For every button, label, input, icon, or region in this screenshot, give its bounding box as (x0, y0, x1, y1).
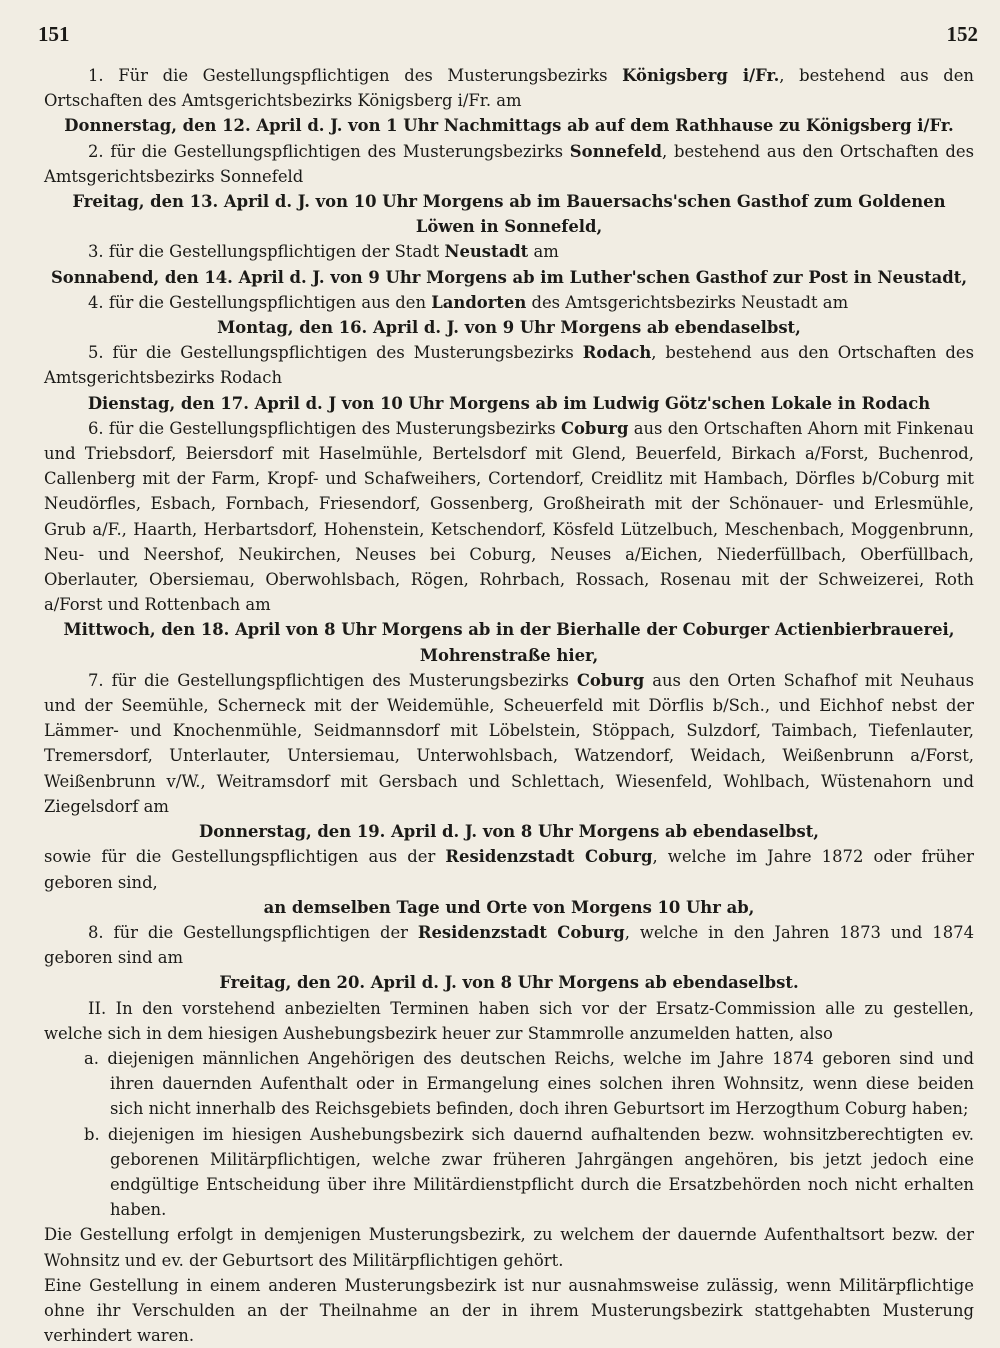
item-6-date: Mittwoch, den 18. April von 8 Uhr Morgens ab in der Bierhalle der Coburger Actienbierbrauerei, Mohrenstraße hier, (63, 620, 955, 665)
document-body (44, 63, 974, 1348)
section-2-list (44, 1046, 974, 1222)
item-4 (44, 290, 974, 315)
item-8-date: Freitag, den 20. April d. J. von 8 Uhr Morgens ab ebendaselbst. (219, 973, 799, 993)
section-2-item-b: b. diejenigen im hiesigen Aushebungsbezirk sich dauernd aufhaltenden bezw. wohnsitzberechtigten ev. geborenen Militärpflichtigen, welche zwar früheren Jahrgängen angehören, bis jetzt jedoch eine endgültige Entscheidung über ihre Militärdienstpflicht durch die Ersatzbehörden noch nicht erhalten haben. (84, 1124, 974, 1220)
item-1 (44, 63, 974, 113)
item-7 (44, 668, 974, 819)
item-6-text: 6. für die Gestellungspflichtigen des Musterungsbezirks (88, 418, 561, 438)
item-6 (44, 416, 974, 618)
item-1-text: 1. Für die Gestellungspflichtigen des Musterungsbezirks (88, 66, 623, 85)
item-7-rest: aus den Orten Schafhof mit Neuhaus und der Seemühle, Scherneck mit der Weidemühle, Scheuerfeld mit Dörflis b/Sch., und Eichhof nebst der Lämmer- und Knochenmühle, Seidmannsdorf mit Löbelstein, Stöppach, Sulzdorf, Taimbach, Tiefenlauter, Tremersdorf, Unterlauter, Untersiemau, Unterwohlsbach, Watzendorf, Weidach, Weißenbrunn a/Forst, Weißenbrunn v/W., Weitramsdorf mit Gersbach und Schlettach, Wiesenfeld, Wohlbach, Wüstenahorn und Ziegelsdorf am (44, 670, 974, 816)
item-3-text: 3. für die Gestellungspflichtigen der Stadt (88, 242, 445, 262)
item-1-date: Donnerstag, den 12. April d. J. von 1 Uhr Nachmittags ab auf dem Rathhause zu Königsberg i/Fr. (64, 116, 954, 136)
page-number-right: 152 (946, 22, 978, 46)
item-8-text: 8. für die Gestellungspflichtigen der (88, 922, 418, 942)
section-2-paragraph-2: Eine Gestellung in einem anderen Musterungsbezirk ist nur ausnahmsweise zulässig, wenn Militärpflichtige ohne ihr Verschulden an der Theilnahme an der in ihrem Musterungsbezirk stattgehabten Musterung verhindert waren. (44, 1275, 974, 1346)
section-2-item-a: a. diejenigen männlichen Angehörigen des deutschen Reichs, welche im Jahre 1874 geboren sind und ihren dauernden Aufenthalt oder in Ermangelung eines solchen ihren Wohnsitz, wenn diese beiden sich nicht innerhalb des Reichsgebiets befinden, doch ihren Geburtsort im Herzogthum Coburg haben; (84, 1048, 974, 1119)
item-4-rest: des Amtsgerichtsbezirks Neustadt am (526, 292, 849, 312)
item-7-continuation (44, 844, 974, 894)
item-2-place: Sonnefeld (569, 141, 662, 161)
item-6-rest: aus den Ortschaften Ahorn mit Finkenau und Triebsdorf, Beiersdorf mit Haselmühle, Bertelsdorf mit Glend, Beuerfeld, Birkach a/Forst, Buchenrod, Callenberg mit der Farm, Kropf- und Schafweihers, Cortendorf, Creidlitz mit Hambach, Dörfles b/Coburg mit Neudörfles, Esbach, Fornbach, Friesendorf, Gossenberg, Großheirath mit der Schönauer- und Erlesmühle, Grub a/F., Haarth, Herbartsdorf, Hohenstein, Ketschendorf, Kösfeld Lützelbuch, Meschenbach, Moggenbrunn, Neu- und Neershof, Neukirchen, Neuses bei Coburg, Neuses a/Eichen, Niederfüllbach, Oberfüllbach, Oberlauter, Obersiemau, Oberwohlsbach, Rögen, Rohrbach, Rossach, Rosenau mit der Schweizerei, Roth a/Forst und Rottenbach am (44, 418, 974, 615)
item-4-date: Montag, den 16. April d. J. von 9 Uhr Morgens ab ebendaselbst, (217, 318, 801, 338)
item-7-text: 7. für die Gestellungspflichtigen des Musterungsbezirks (88, 670, 577, 690)
item-7-date-2: an demselben Tage und Orte von Morgens 10 Uhr ab, (263, 897, 755, 917)
item-2-rest: , bestehend aus den Ortschaften des Amtsgerichtsbezirks Sonnefeld (44, 141, 974, 186)
item-5-rest: , bestehend aus den Ortschaften des Amtsgerichtsbezirks Rodach (44, 343, 974, 388)
page-number-left: 151 (38, 22, 70, 46)
item-2-date: Freitag, den 13. April d. J. von 10 Uhr Morgens ab im Bauersachs'schen Gasthof zum Goldenen Löwen in Sonnefeld, (72, 192, 946, 237)
item-5-date: Dienstag, den 17. April d. J von 10 Uhr Morgens ab im Ludwig Götz'schen Lokale in Rodach (87, 393, 931, 413)
item-8-place: Residenzstadt Coburg (417, 922, 625, 942)
item-5 (44, 340, 974, 390)
item-1-place: Königsberg i/Fr. (622, 66, 780, 85)
section-2-intro: II. In den vorstehend anbezielten Terminen haben sich vor der Ersatz-Commission alle zu gestellen, welche sich in dem hiesigen Aushebungsbezirk heuer zur Stammrolle anzumelden hatten, also (44, 998, 974, 1043)
item-4-text: 4. für die Gestellungspflichtigen aus den (88, 292, 432, 312)
item-2-text: 2. für die Gestellungspflichtigen des Musterungsbezirks (88, 141, 570, 161)
item-7-cont-text: sowie für die Gestellungspflichtigen aus der (44, 847, 446, 867)
item-1-rest: , bestehend aus den Ortschaften des Amtsgerichtsbezirks Königsberg i/Fr. am (44, 66, 974, 111)
item-3-date: Sonnabend, den 14. April d. J. von 9 Uhr Morgens ab im Luther'schen Gasthof zur Post in Neustadt, (50, 267, 968, 287)
item-7-cont-rest: , welche im Jahre 1872 oder früher geboren sind, (44, 847, 974, 892)
item-8-rest: , welche in den Jahren 1873 und 1874 geboren sind am (44, 922, 974, 968)
item-3 (44, 239, 974, 264)
item-7-date: Donnerstag, den 19. April d. J. von 8 Uhr Morgens ab ebendaselbst, (199, 822, 819, 842)
item-6-place: Coburg (560, 418, 629, 438)
item-3-place: Neustadt (444, 242, 529, 262)
item-7-place: Coburg (576, 670, 645, 690)
item-5-text: 5. für die Gestellungspflichtigen des Musterungsbezirks (88, 343, 583, 363)
item-5-place: Rodach (582, 343, 652, 363)
item-3-rest: am (528, 242, 559, 262)
item-8 (44, 920, 974, 970)
item-4-place: Landorten (431, 292, 527, 312)
section-2-paragraph-1: Die Gestellung erfolgt in demjenigen Musterungsbezirk, zu welchem der dauernde Aufenthaltsort bezw. der Wohnsitz und ev. der Geburtsort des Militärpflichtigen gehört. (44, 1225, 974, 1270)
item-7-cont-place: Residenzstadt Coburg (445, 847, 653, 867)
item-2 (44, 139, 974, 189)
